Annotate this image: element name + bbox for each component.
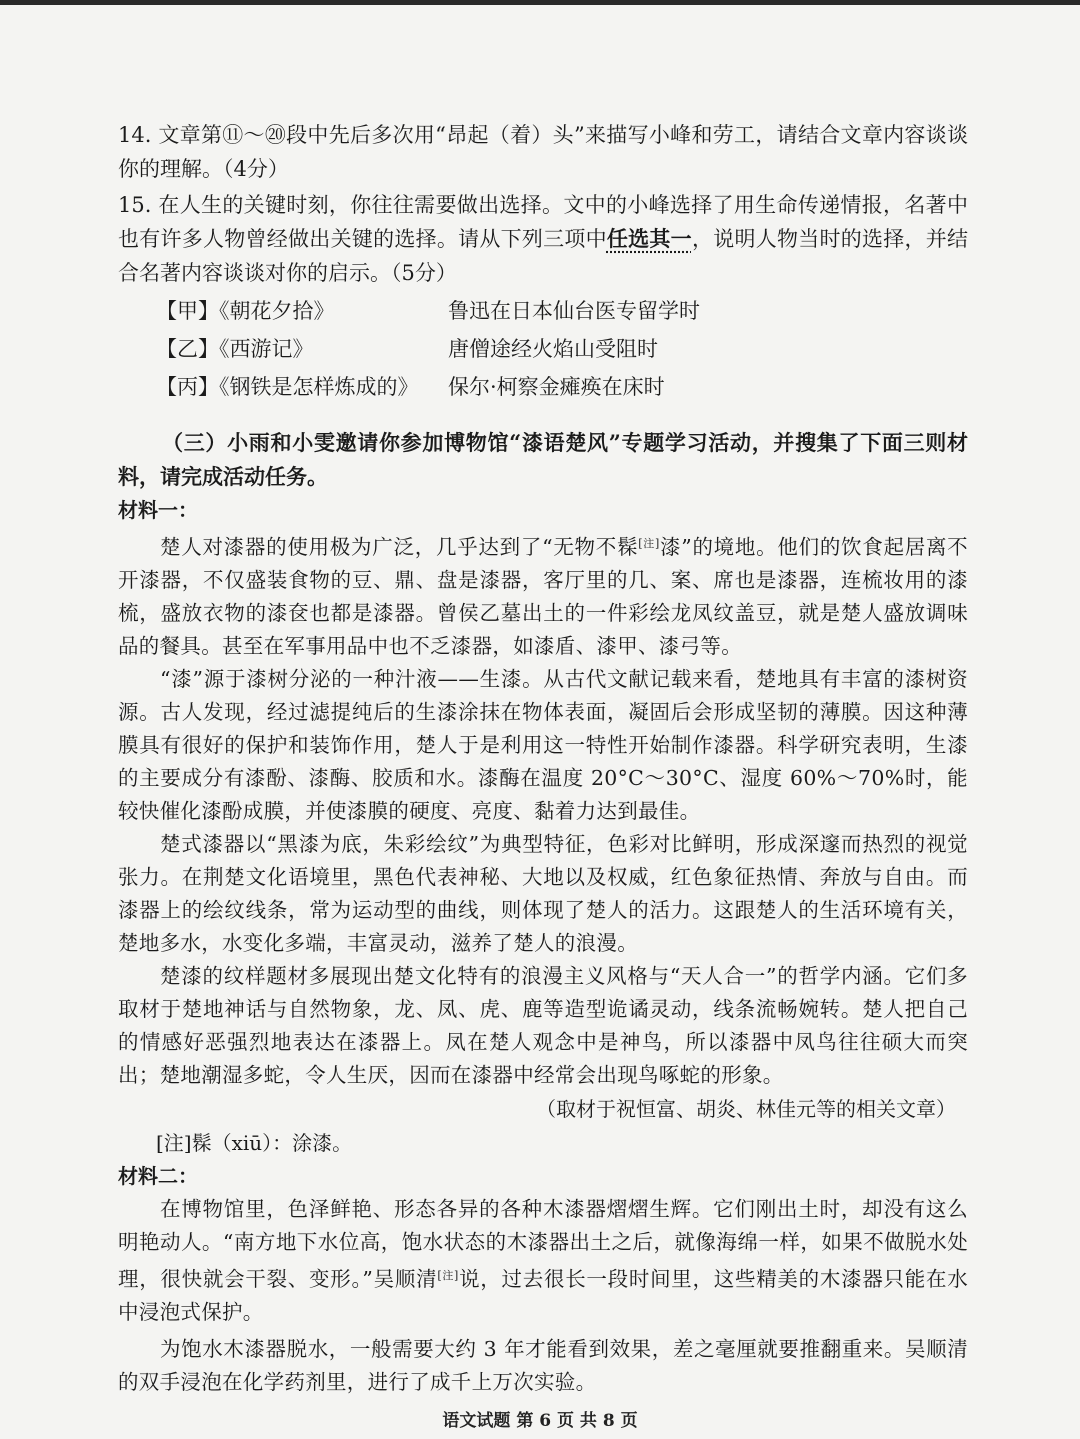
book-desc: 唐僧途经火焰山受阻时	[448, 337, 658, 361]
section-3-heading: （三）小雨和小雯邀请你参加博物馆“漆语楚风”专题学习活动，并搜集了下面三则材料，请完成活动任务。	[118, 430, 968, 489]
question-15-text-b: ，说明人物当时的选择，并结合名著内容谈谈对你的启示。（5分）	[118, 227, 969, 285]
book-option-bing	[118, 368, 968, 406]
material-1-source: （取材于祝恒富、胡炎、林佳元等的相关文章）	[536, 1097, 956, 1121]
material-1-paragraph-1	[118, 527, 968, 663]
material-1-paragraph-4: 楚漆的纹样题材多展现出楚文化特有的浪漫主义风格与“天人合一”的哲学内涵。它们多取材于楚地神话与自然物象，龙、凤、虎、鹿等造型诡谲灵动，线条流畅婉转。楚人把自己的情感好恶强烈地表达在漆器上。凤在楚人观念中是神鸟，所以漆器中凤鸟往往硕大而突出；楚地潮湿多蛇，令人生厌，因而在漆器中经常会出现鸟啄蛇的形象。	[118, 964, 968, 1087]
footnote-mark: [注]	[638, 537, 660, 550]
page-footer: 语文试题 第 6 页 共 8 页	[442, 1411, 638, 1431]
material-2-p1-text-a: 在博物馆里，色泽鲜艳、形态各异的各种木漆器熠熠生辉。它们刚出土时，却没有这么明艳动人。“南方地下水位高，饱水状态的木漆器出土之后，就像海绵一样，如果不做脱水处理，很快就会干裂、变形。”吴顺清	[118, 1197, 968, 1291]
material-2-p1-text-b: 说，过去很长一段时间里，这些精美的木漆器只能在水中浸泡式保护。	[118, 1267, 969, 1324]
book-title: 【甲】《朝花夕拾》	[156, 299, 335, 323]
book-title: 【乙】《西游记》	[156, 337, 314, 361]
material-1-p1-text-a: 楚人对漆器的使用极为广泛，几乎达到了“无物不髹	[160, 535, 639, 559]
material-1-paragraph-3: 楚式漆器以“黑漆为底，朱彩绘纹”为典型特征，色彩对比鲜明，形成深邃而热烈的视觉张力。在荆楚文化语境里，黑色代表神秘、大地以及权威，红色象征热情、奔放与自由。而漆器上的绘纹线条，常为运动型的曲线，则体现了楚人的活力。这跟楚人的生活环境有关，楚地多水，水变化多端，丰富灵动，滋养了楚人的浪漫。	[118, 832, 968, 955]
material-2-title: 材料二：	[118, 1164, 198, 1188]
material-1-note: [注]髹（xiū）：涂漆。	[156, 1131, 353, 1155]
material-1-title: 材料一：	[118, 498, 198, 522]
exam-page	[118, 118, 968, 1399]
material-2-paragraph-1	[118, 1193, 968, 1329]
book-option-yi	[118, 330, 968, 368]
question-14: 14. 文章第⑪～⑳段中先后多次用“昂起（着）头”来描写小峰和劳工，请结合文章内容谈谈你的理解。（4分）	[118, 123, 968, 181]
footnote-mark: [注]	[437, 1269, 459, 1282]
material-1-p1-text-b: 漆”的境地。他们的饮食起居离不开漆器，不仅盛装食物的豆、鼎、盘是漆器，客厅里的几、案、席也是漆器，连梳妆用的漆梳，盛放衣物的漆奁也都是漆器。曾侯乙墓出土的一件彩绘龙凤纹盖豆，就是楚人盛放调味品的餐具。甚至在军事用品中也不乏漆器，如漆盾、漆甲、漆弓等。	[118, 535, 968, 658]
book-title: 【丙】《钢铁是怎样炼成的》	[156, 375, 419, 399]
book-desc: 保尔·柯察金瘫痪在床时	[448, 375, 665, 399]
book-desc: 鲁迅在日本仙台医专留学时	[448, 299, 700, 323]
book-options	[118, 292, 968, 406]
question-15-text-a: 15. 在人生的关键时刻，你往往需要做出选择。文中的小峰选择了用生命传递情报，名著中也有许多人物曾经做出关键的选择。请从下列三项中	[118, 193, 968, 251]
question-15	[118, 188, 968, 290]
question-15-emphasis: 任选其一	[606, 226, 692, 251]
material-1-paragraph-2: “漆”源于漆树分泌的一种汁液——生漆。从古代文献记载来看，楚地具有丰富的漆树资源。古人发现，经过滤提纯后的生漆涂抹在物体表面，凝固后会形成坚韧的薄膜。因这种薄膜具有很好的保护和装饰作用，楚人于是利用这一特性开始制作漆器。科学研究表明，生漆的主要成分有漆酚、漆酶、胶质和水。漆酶在温度 20°C～30°C、湿度 60%～70%时，能较快催化漆酚成膜，并使漆膜的硬度、亮度、黏着力达到最佳。	[118, 667, 968, 823]
book-option-jia	[118, 292, 968, 330]
material-2-paragraph-2: 为饱水木漆器脱水，一般需要大约 3 年才能看到效果，差之毫厘就要推翻重来。吴顺清的双手浸泡在化学药剂里，进行了成千上万次实验。	[118, 1337, 968, 1394]
scan-top-edge	[0, 0, 1080, 5]
